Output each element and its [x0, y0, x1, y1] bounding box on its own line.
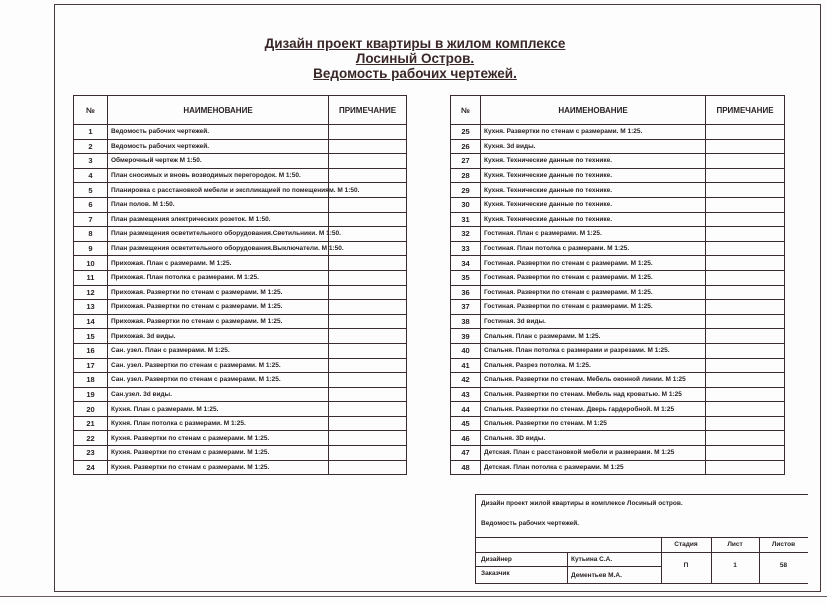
- row-name: Кухня. Технические данные по технике.: [481, 212, 706, 227]
- row-note: [706, 256, 785, 271]
- row-note: [329, 416, 407, 431]
- row-name: Гостиная. Развертки по стенам с размерами. М 1:25.: [481, 270, 706, 285]
- row-note: [706, 416, 785, 431]
- title-line-3: Ведомость рабочих чертежей.: [313, 66, 517, 81]
- table-row: [451, 256, 785, 271]
- row-number: 40: [451, 343, 481, 358]
- row-note: [329, 358, 407, 373]
- row-note: [329, 154, 407, 169]
- table-row: [451, 446, 785, 461]
- table-row: [451, 212, 785, 227]
- table-row: [74, 139, 407, 154]
- row-note: [329, 343, 407, 358]
- row-name: Сан.узел. 3d виды.: [108, 387, 329, 402]
- row-name: Планировка с расстановкой мебели и экспликацией по помещениям. М 1:50.: [108, 183, 329, 198]
- row-number: 7: [74, 212, 108, 227]
- row-note: [329, 402, 407, 417]
- table-row: [74, 446, 407, 461]
- row-number: 31: [451, 212, 481, 227]
- header-note: ПРИМЕЧАНИЕ: [329, 96, 407, 125]
- table-row: [451, 314, 785, 329]
- row-note: [706, 387, 785, 402]
- row-name: План сносимых и вновь возводимых перегородок. М 1:50.: [108, 168, 329, 183]
- row-number: 38: [451, 314, 481, 329]
- row-name: Гостиная. 3d виды.: [481, 314, 706, 329]
- row-name: Кухня. План с размерами. М 1:25.: [108, 402, 329, 417]
- row-number: 6: [74, 197, 108, 212]
- row-name: Обмерочный чертеж М 1:50.: [108, 154, 329, 169]
- row-number: 9: [74, 241, 108, 256]
- table-row: [451, 227, 785, 242]
- row-name: Прихожая. Развертки по стенам с размерами. М 1:25.: [108, 300, 329, 315]
- header-name: НАИМЕНОВАНИЕ: [108, 96, 329, 125]
- table-row: [74, 431, 407, 446]
- table-row: [451, 329, 785, 344]
- row-number: 10: [74, 256, 108, 271]
- row-note: [329, 168, 407, 183]
- row-note: [706, 227, 785, 242]
- row-note: [329, 460, 407, 475]
- table-row: [451, 139, 785, 154]
- row-note: [706, 300, 785, 315]
- row-name: Ведомость рабочих чертежей.: [108, 139, 329, 154]
- row-number: 18: [74, 373, 108, 388]
- stamp-sheet-value: 1: [733, 562, 737, 569]
- header-note: ПРИМЕЧАНИЕ: [706, 96, 785, 125]
- row-note: [706, 183, 785, 198]
- table-row: [451, 358, 785, 373]
- row-number: 4: [74, 168, 108, 183]
- stamp-project: Дизайн проект жилой квартиры в комплексе Лосиный остров.: [481, 500, 683, 507]
- row-number: 5: [74, 183, 108, 198]
- row-name: Спальня. Разрез потолка. М 1:25.: [481, 358, 706, 373]
- row-number: 12: [74, 285, 108, 300]
- table-row: [451, 460, 785, 475]
- stamp-sheet-label: Лист: [727, 541, 743, 548]
- row-note: [706, 446, 785, 461]
- table-row: [74, 387, 407, 402]
- row-name: Кухня. Технические данные по технике.: [481, 154, 706, 169]
- row-name: Детская. План потолка с размерами. М 1:25: [481, 460, 706, 475]
- row-name: Детская. План с расстановкой мебели и размерами. М 1:25: [481, 446, 706, 461]
- table-row: [74, 300, 407, 315]
- row-name: Спальня. Развертки по стенам. Дверь гардеробной. М 1:25: [481, 402, 706, 417]
- table-row: [74, 285, 407, 300]
- row-note: [706, 270, 785, 285]
- header-name: НАИМЕНОВАНИЕ: [481, 96, 706, 125]
- row-note: [706, 285, 785, 300]
- table-header-row: [74, 96, 407, 125]
- row-number: 47: [451, 446, 481, 461]
- stamp-sheets-value: 58: [779, 562, 788, 569]
- row-number: 23: [74, 446, 108, 461]
- table-row: [74, 416, 407, 431]
- row-name: Кухня. 3d виды.: [481, 139, 706, 154]
- row-note: [706, 402, 785, 417]
- table-row: [451, 387, 785, 402]
- row-note: [706, 197, 785, 212]
- table-row: [74, 343, 407, 358]
- row-name: Гостиная. Развертки по стенам с размерами. М 1:25.: [481, 256, 706, 271]
- table-row: [74, 256, 407, 271]
- table-row: [451, 431, 785, 446]
- row-name: Прихожая. Развертки по стенам с размерами. М 1:25.: [108, 314, 329, 329]
- stamp-designer-label: Дизайнер: [481, 556, 512, 563]
- table-row: [74, 358, 407, 373]
- row-number: 1: [74, 125, 108, 140]
- table-row: [74, 460, 407, 475]
- row-name: Спальня. План с размерами. М 1:25.: [481, 329, 706, 344]
- row-name: Гостиная. План потолка с размерами. М 1:25.: [481, 241, 706, 256]
- stamp-client-label: Заказчик: [481, 570, 510, 577]
- table-row: [451, 197, 785, 212]
- title-line-2: Лосиный Остров.: [355, 51, 475, 66]
- row-note: [706, 460, 785, 475]
- table-row: [451, 402, 785, 417]
- row-note: [329, 256, 407, 271]
- row-name: Прихожая. 3d виды.: [108, 329, 329, 344]
- table-row: [74, 402, 407, 417]
- row-name: Кухня. Развертки по стенам с размерами. М 1:25.: [481, 125, 706, 140]
- row-note: [329, 387, 407, 402]
- table-row: [451, 416, 785, 431]
- table-row: [74, 373, 407, 388]
- row-name: Кухня. Развертки по стенам с размерами. М 1:25.: [108, 460, 329, 475]
- row-note: [329, 285, 407, 300]
- table-row: [74, 168, 407, 183]
- row-number: 41: [451, 358, 481, 373]
- row-name: Кухня. Технические данные по технике.: [481, 197, 706, 212]
- row-number: 28: [451, 168, 481, 183]
- row-name: Кухня. Развертки по стенам с размерами. М 1:25.: [108, 431, 329, 446]
- row-number: 46: [451, 431, 481, 446]
- row-note: [706, 314, 785, 329]
- row-name: Спальня. План потолка с размерами и разрезами. М 1:25.: [481, 343, 706, 358]
- row-note: [329, 212, 407, 227]
- row-note: [329, 125, 407, 140]
- table-row: [74, 197, 407, 212]
- row-number: 45: [451, 416, 481, 431]
- row-number: 39: [451, 329, 481, 344]
- row-number: 30: [451, 197, 481, 212]
- row-name: Кухня. Технические данные по технике.: [481, 183, 706, 198]
- table-row: [74, 154, 407, 169]
- row-note: [329, 197, 407, 212]
- table-row: [451, 168, 785, 183]
- row-number: 34: [451, 256, 481, 271]
- row-name: Кухня. План потолка с размерами. М 1:25.: [108, 416, 329, 431]
- row-number: 35: [451, 270, 481, 285]
- header-num: №: [74, 96, 108, 125]
- row-number: 22: [74, 431, 108, 446]
- row-number: 19: [74, 387, 108, 402]
- table-row: [451, 154, 785, 169]
- title-line-1: Дизайн проект квартиры в жилом комплексе: [264, 36, 566, 51]
- row-number: 13: [74, 300, 108, 315]
- row-name: Сан. узел. Развертки по стенам с размерами. М 1:25.: [108, 373, 329, 388]
- row-note: [706, 212, 785, 227]
- table-row: [451, 373, 785, 388]
- stamp-stage-value: П: [683, 562, 689, 569]
- row-number: 26: [451, 139, 481, 154]
- row-number: 25: [451, 125, 481, 140]
- row-number: 3: [74, 154, 108, 169]
- row-number: 17: [74, 358, 108, 373]
- row-number: 8: [74, 227, 108, 242]
- row-note: [706, 343, 785, 358]
- row-name: Гостиная. Развертки по стенам с размерами. М 1:25.: [481, 285, 706, 300]
- table-row: [451, 343, 785, 358]
- stamp-sheets-label: Листов: [771, 541, 796, 548]
- row-number: 16: [74, 343, 108, 358]
- row-note: [329, 446, 407, 461]
- row-name: План размещения осветительного оборудования.Выключатели. М 1:50.: [108, 241, 329, 256]
- row-name: План полов. М 1:50.: [108, 197, 329, 212]
- row-number: 33: [451, 241, 481, 256]
- row-number: 15: [74, 329, 108, 344]
- drawings-table-left: [73, 95, 407, 475]
- row-name: План размещения электрических розеток. М 1:50.: [108, 212, 329, 227]
- row-note: [329, 373, 407, 388]
- row-name: Сан. узел. План с размерами. М 1:25.: [108, 343, 329, 358]
- row-name: План размещения осветительного оборудования.Светильники. М 1:50.: [108, 227, 329, 242]
- row-note: [706, 358, 785, 373]
- row-name: Прихожая. Развертки по стенам с размерами. М 1:25.: [108, 285, 329, 300]
- table-row: [74, 241, 407, 256]
- row-note: [329, 329, 407, 344]
- row-name: Гостиная. Развертки по стенам с размерами. М 1:25.: [481, 300, 706, 315]
- row-number: 32: [451, 227, 481, 242]
- row-note: [706, 168, 785, 183]
- row-note: [706, 373, 785, 388]
- stamp-client-name: Дементьев М.А.: [571, 572, 622, 579]
- row-name: Гостиная. План с размерами. М 1:25.: [481, 227, 706, 242]
- row-name: Прихожая. План потолка с размерами. М 1:25.: [108, 270, 329, 285]
- row-number: 36: [451, 285, 481, 300]
- table-header-row: [451, 96, 785, 125]
- page-title: [230, 36, 600, 81]
- row-name: Ведомость рабочих чертежей.: [108, 125, 329, 140]
- table-row: [74, 314, 407, 329]
- row-name: Спальня. Развертки по стенам. Мебель оконной линии. М 1:25: [481, 373, 706, 388]
- row-number: 42: [451, 373, 481, 388]
- row-name: Прихожая. План с размерами. М 1:25.: [108, 256, 329, 271]
- table-row: [451, 300, 785, 315]
- row-note: [706, 431, 785, 446]
- row-note: [706, 241, 785, 256]
- row-number: 37: [451, 300, 481, 315]
- table-row: [74, 329, 407, 344]
- stamp-sheet-title: Ведомость рабочих чертежей.: [481, 520, 580, 527]
- row-note: [329, 300, 407, 315]
- row-name: Спальня. 3D виды.: [481, 431, 706, 446]
- table-row: [451, 183, 785, 198]
- row-number: 14: [74, 314, 108, 329]
- header-num: №: [451, 96, 481, 125]
- table-row: [451, 270, 785, 285]
- table-row: [74, 212, 407, 227]
- drawings-table-right: [450, 95, 785, 475]
- table-row: [74, 183, 407, 198]
- row-name: Кухня. Развертки по стенам с размерами. М 1:25.: [108, 446, 329, 461]
- title-block: [475, 494, 808, 584]
- stamp-stage-label: Стадия: [674, 541, 698, 548]
- row-name: Спальня. Развертки по стенам. Мебель над кроватью. М 1:25: [481, 387, 706, 402]
- row-note: [329, 431, 407, 446]
- row-note: [329, 139, 407, 154]
- page-bottom-line: [0, 596, 827, 597]
- row-note: [706, 329, 785, 344]
- row-note: [706, 139, 785, 154]
- row-number: 11: [74, 270, 108, 285]
- table-row: [74, 125, 407, 140]
- row-number: 44: [451, 402, 481, 417]
- row-number: 20: [74, 402, 108, 417]
- row-name: Сан. узел. Развертки по стенам с размерами. М 1:25.: [108, 358, 329, 373]
- row-number: 21: [74, 416, 108, 431]
- row-note: [706, 125, 785, 140]
- row-name: Кухня. Технические данные по технике.: [481, 168, 706, 183]
- stamp-designer-name: Кутьина С.А.: [571, 556, 613, 563]
- row-number: 2: [74, 139, 108, 154]
- row-name: Спальня. Развертки по стенам. М 1:25: [481, 416, 706, 431]
- row-number: 29: [451, 183, 481, 198]
- row-note: [706, 154, 785, 169]
- table-row: [451, 285, 785, 300]
- table-row: [74, 270, 407, 285]
- row-note: [329, 314, 407, 329]
- table-row: [451, 125, 785, 140]
- row-number: 24: [74, 460, 108, 475]
- table-row: [451, 241, 785, 256]
- row-number: 48: [451, 460, 481, 475]
- row-number: 27: [451, 154, 481, 169]
- row-note: [329, 270, 407, 285]
- row-number: 43: [451, 387, 481, 402]
- table-row: [74, 227, 407, 242]
